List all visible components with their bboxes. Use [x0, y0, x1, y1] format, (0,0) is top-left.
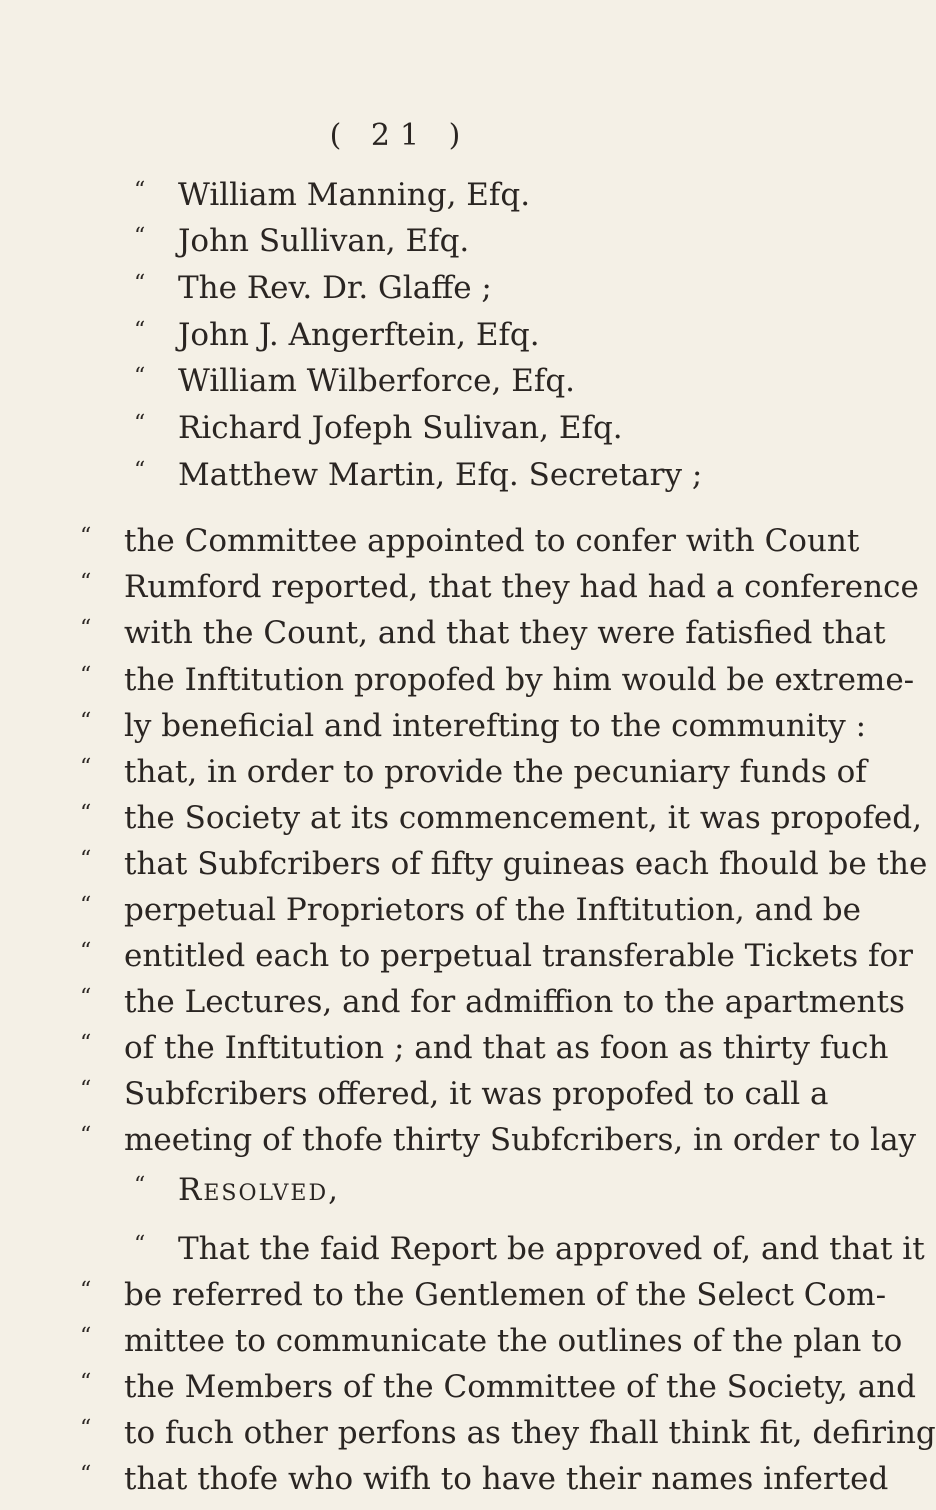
text-line: “ the Inftitution propofed by him would be extreme- — [80, 662, 915, 698]
text-line: “ Subfcribers offered, it was propofed to call a — [80, 1076, 829, 1112]
text-line: “ that thofe who wifh to have their names inferted — [80, 1461, 889, 1497]
text-line: “ be referred to the Gentlemen of the Select Com- — [80, 1277, 887, 1313]
text-line: “ of the Inftitution ; and that as foon as thirty fuch — [80, 1030, 889, 1066]
text-line: “ to fuch other perfons as they fhall think fit, defiring — [80, 1415, 936, 1451]
text-line: “ with the Count, and that they were fatisfied that — [80, 615, 886, 651]
list-item: “ William Manning, Efq. — [134, 177, 531, 213]
text-line: “ perpetual Proprietors of the Inftitution, and be — [80, 892, 861, 928]
page-number: ( 21 ) — [329, 118, 471, 153]
text-line: “ mittee to communicate the outlines of the plan to — [80, 1323, 903, 1359]
text-line: “ That the faid Report be approved of, and that it — [134, 1231, 925, 1267]
text-line: “ the Members of the Committee of the Society, and — [80, 1369, 917, 1405]
text-line: “ Rumford reported, that they had had a conference — [80, 569, 919, 605]
list-item: “ Richard Jofeph Sulivan, Efq. — [134, 410, 623, 446]
text-line: “ ly beneficial and interefting to the community : — [80, 708, 867, 744]
text-line: “ meeting of thofe thirty Subfcribers, in order to lay — [80, 1122, 917, 1158]
text-line: “ that, in order to provide the pecuniary funds of — [80, 754, 867, 790]
list-item: “ John Sullivan, Efq. — [134, 223, 470, 259]
list-item: “ The Rev. Dr. Glaffe ; — [134, 270, 492, 306]
list-item: “ William Wilberforce, Efq. — [134, 363, 576, 399]
list-item: “ Matthew Martin, Efq. Secretary ; — [134, 457, 703, 493]
text-line: “ the Lectures, and for admiffion to the apartments — [80, 984, 905, 1020]
text-line: “ that Subfcribers of fifty guineas each fhould be the — [80, 846, 928, 882]
text-line: “ the Society at its commencement, it was propofed, — [80, 800, 922, 836]
text-line: “ the Committee appointed to confer with Count — [80, 523, 860, 559]
resolved-heading: “ Resolved, — [134, 1172, 340, 1208]
list-item: “ John J. Angerftein, Efq. — [134, 317, 540, 353]
text-line: “ entitled each to perpetual transferable Tickets for — [80, 938, 913, 974]
